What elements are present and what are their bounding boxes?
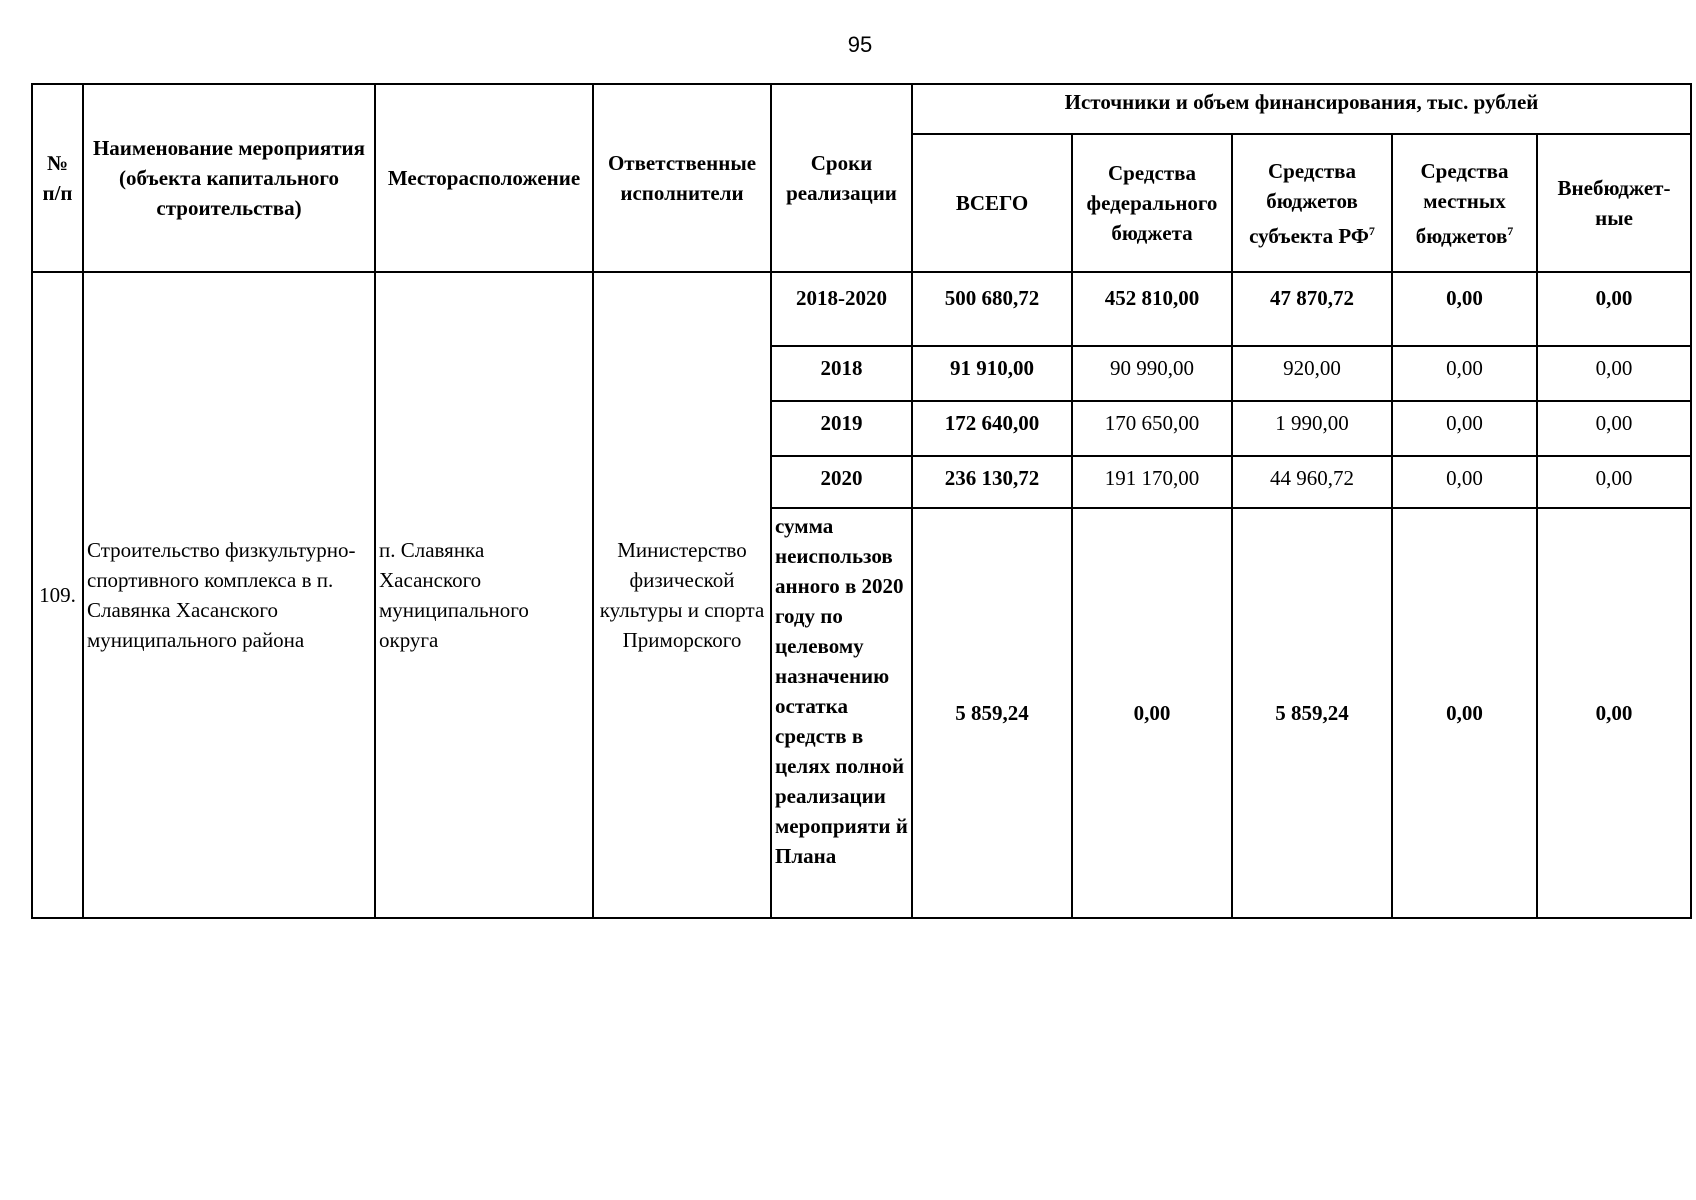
header-name: Наименование мероприятия (объекта капитального строительства): [83, 84, 375, 272]
period-cell: 2018: [771, 346, 912, 401]
local-cell: 0,00: [1392, 346, 1537, 401]
period-note-cell: сумма неиспользов анного в 2020 году по целевому назначению остатка средств в целях полной реализации мероприяти й Плана: [771, 508, 912, 918]
local-cell: 0,00: [1392, 401, 1537, 456]
subject-cell: 5 859,24: [1232, 508, 1392, 918]
total-cell: 236 130,72: [912, 456, 1072, 508]
header-sources: Источники и объем финансирования, тыс. рублей: [912, 84, 1691, 134]
header-local-label: Средства местных бюджетов: [1415, 158, 1509, 248]
table-row: [32, 272, 1691, 346]
header-local-footnote: 7: [1507, 223, 1514, 238]
federal-cell: 170 650,00: [1072, 401, 1232, 456]
header-period: Сроки реализации: [771, 84, 912, 272]
header-location: Месторасположение: [375, 84, 593, 272]
federal-cell: 452 810,00: [1072, 272, 1232, 346]
entry-location: п. Славянка Хасанского муниципального округа: [375, 272, 593, 918]
federal-cell: 191 170,00: [1072, 456, 1232, 508]
header-federal: Средства федерального бюджета: [1072, 134, 1232, 272]
extra-cell: 0,00: [1537, 346, 1691, 401]
federal-cell: 90 990,00: [1072, 346, 1232, 401]
entry-num: 109.: [32, 272, 83, 918]
period-cell: 2020: [771, 456, 912, 508]
local-cell: 0,00: [1392, 272, 1537, 346]
period-cell: 2018-2020: [771, 272, 912, 346]
total-cell: 500 680,72: [912, 272, 1072, 346]
federal-cell: 0,00: [1072, 508, 1232, 918]
subject-cell: 44 960,72: [1232, 456, 1392, 508]
subject-cell: 920,00: [1232, 346, 1392, 401]
header-subject-label: Средства бюджетов субъекта РФ: [1249, 158, 1369, 248]
extra-cell: 0,00: [1537, 272, 1691, 346]
extra-cell: 0,00: [1537, 456, 1691, 508]
header-total: ВСЕГО: [912, 134, 1072, 272]
financing-table: [31, 83, 1692, 919]
subject-cell: 47 870,72: [1232, 272, 1392, 346]
entry-responsible: Министерство физической культуры и спорта Приморского: [593, 272, 771, 918]
total-cell: 172 640,00: [912, 401, 1072, 456]
header-subject-footnote: 7: [1368, 223, 1375, 238]
header-responsible: Ответственные исполнители: [593, 84, 771, 272]
header-subject: [1232, 134, 1392, 272]
header-extra: Внебюджет-ные: [1537, 134, 1691, 272]
header-local: [1392, 134, 1537, 272]
entry-name: Строительство физкультурно-спортивного комплекса в п. Славянка Хасанского муниципального района: [83, 272, 375, 918]
period-cell: 2019: [771, 401, 912, 456]
extra-cell: 0,00: [1537, 508, 1691, 918]
local-cell: 0,00: [1392, 456, 1537, 508]
page-number: 95: [847, 32, 873, 57]
subject-cell: 1 990,00: [1232, 401, 1392, 456]
header-num: № п/п: [32, 84, 83, 272]
total-cell: 91 910,00: [912, 346, 1072, 401]
extra-cell: 0,00: [1537, 401, 1691, 456]
total-cell: 5 859,24: [912, 508, 1072, 918]
local-cell: 0,00: [1392, 508, 1537, 918]
